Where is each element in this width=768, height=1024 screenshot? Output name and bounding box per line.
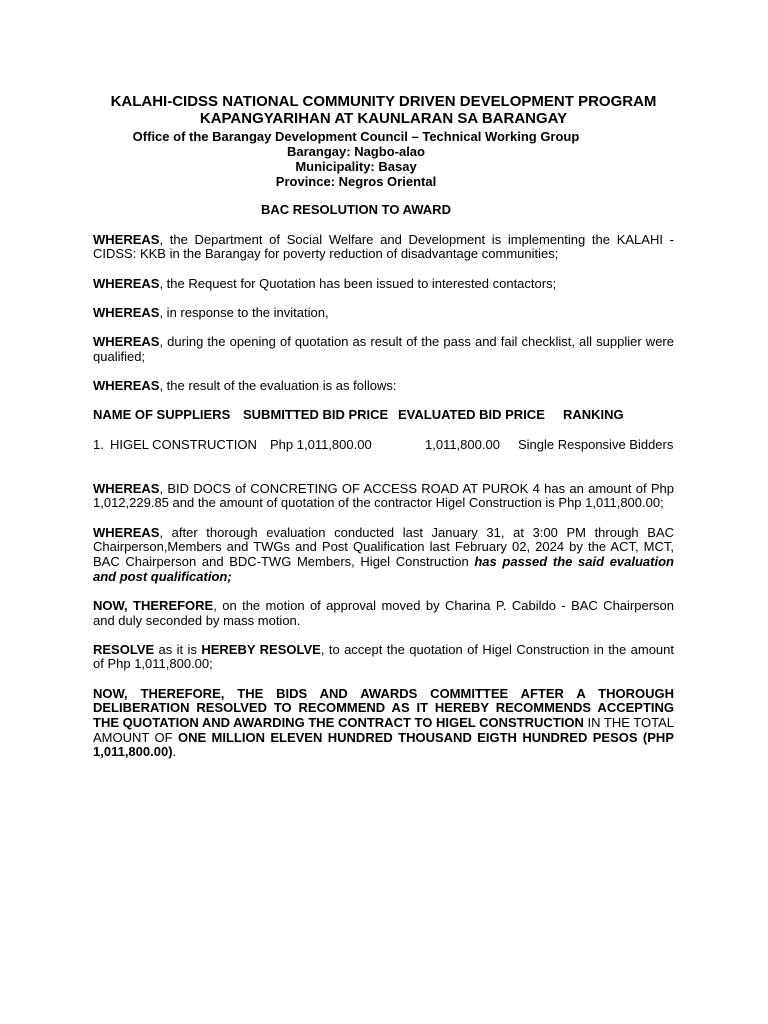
whereas-clause-4 (93, 335, 674, 364)
clause-text-secondary: . (172, 744, 177, 760)
clause-lead: NOW, THEREFORE, THE BIDS AND AWARDS COMMITTEE AFTER A THOROUGH DELIBERATION RESOLVED TO RECOMMEND AS IT HEREBY RECOMMENDS ACCEPTING THE QUOTATION AND AWARDING THE CONTRACT TO HIGEL CONSTRUCTION (93, 685, 674, 731)
clause-text: , after thorough evaluation conducted last January 31, at 3:00 PM through BAC Chairperson,Members and TWGs and Post Qualification last February 02, 2024 by the ACT, MCT, BAC Chairperson and BDC-TWG Members, Higel Construction (93, 524, 674, 569)
table-row (93, 438, 674, 453)
clause-lead: NOW, THEREFORE (93, 597, 214, 613)
clause-lead: WHEREAS (93, 524, 160, 540)
column-header-ranking: RANKING (563, 407, 624, 423)
total-amount-in-words: ONE MILLION ELEVEN HUNDRED THOUSAND EIGTH HUNDRED PESOS (PHP 1,011,800.00) (93, 729, 674, 760)
clause-lead: WHEREAS (93, 304, 160, 320)
province-line: Province: Negros Oriental (275, 174, 437, 189)
clause-lead: WHEREAS (93, 231, 160, 247)
row-number: 1. (93, 436, 104, 452)
clause-text: , on the motion of approval moved by Charina P. Cabildo - BAC Chairperson and duly seconded by mass motion. (93, 597, 674, 628)
clause-text: , in response to the invitation, (159, 304, 329, 320)
program-subtitle: KAPANGYARIHAN AT KAUNLARAN SA BARANGAY (199, 110, 568, 127)
clause-lead: WHEREAS (93, 275, 160, 291)
barangay-line: Barangay: Nagbo-alao (287, 144, 425, 159)
clause-lead: WHEREAS (93, 378, 160, 394)
clause-lead: RESOLVE (93, 641, 155, 657)
supplier-name: HIGEL CONSTRUCTION (110, 436, 257, 452)
program-title: KALAHI-CIDSS NATIONAL COMMUNITY DRIVEN DEVELOPMENT PROGRAM (110, 93, 657, 110)
resolution-title: BAC RESOLUTION TO AWARD (261, 201, 451, 217)
resolve-clause (93, 643, 674, 672)
clause-lead-secondary: HEREBY RESOLVE (201, 641, 321, 657)
whereas-clause-2 (93, 277, 674, 292)
column-header-submitted: SUBMITTED BID PRICE (243, 407, 389, 423)
whereas-clause-7 (93, 526, 674, 585)
evaluated-bid-price: 1,011,800.00 (425, 436, 500, 452)
clause-text: , the Request for Quotation has been issued to interested contactors; (159, 275, 557, 291)
column-header-supplier: NAME OF SUPPLIERS (93, 407, 231, 423)
evaluation-table-header (93, 408, 674, 423)
column-header-evaluated: EVALUATED BID PRICE (398, 407, 545, 423)
submitted-bid-price: Php 1,011,800.00 (270, 436, 372, 452)
now-therefore-clause (93, 599, 674, 628)
clause-text-secondary: , to accept the quotation of Higel Construction in the amount of Php 1,011,800.00; (93, 641, 675, 672)
municipality-line: Municipality: Basay (295, 159, 417, 174)
clause-text: , the Department of Social Welfare and Development is implementing the KALAHI - CIDSS: KKB in the Barangay for poverty reduction of disadvantage communities; (93, 231, 674, 262)
office-name: Office of the Barangay Development Council – Technical Working Group (132, 129, 580, 144)
clause-text: , BID DOCS of CONCRETING OF ACCESS ROAD AT PUROK 4 has an amount of Php 1,012,229.85 and the amount of quotation of the contractor Higel Construction is Php 1,011,800.00; (93, 480, 674, 511)
clause-lead: WHEREAS (93, 334, 160, 350)
whereas-clause-6 (93, 482, 674, 511)
whereas-clause-5 (93, 379, 674, 394)
clause-text: IN THE TOTAL AMOUNT OF (93, 715, 675, 745)
clause-emphasis: has passed the said evaluation and post qualification; (93, 553, 674, 584)
ranking: Single Responsive Bidders (518, 436, 674, 452)
final-recommendation-clause (93, 687, 674, 760)
whereas-clause-1 (93, 233, 674, 262)
clause-text: , the result of the evaluation is as follows: (159, 378, 397, 394)
clause-text: as it is (154, 641, 202, 657)
clause-lead: WHEREAS (93, 480, 160, 496)
office-block (93, 129, 619, 189)
clause-text: , during the opening of quotation as result of the pass and fail checklist, all supplier were qualified; (93, 334, 674, 364)
whereas-clause-3 (93, 306, 674, 321)
